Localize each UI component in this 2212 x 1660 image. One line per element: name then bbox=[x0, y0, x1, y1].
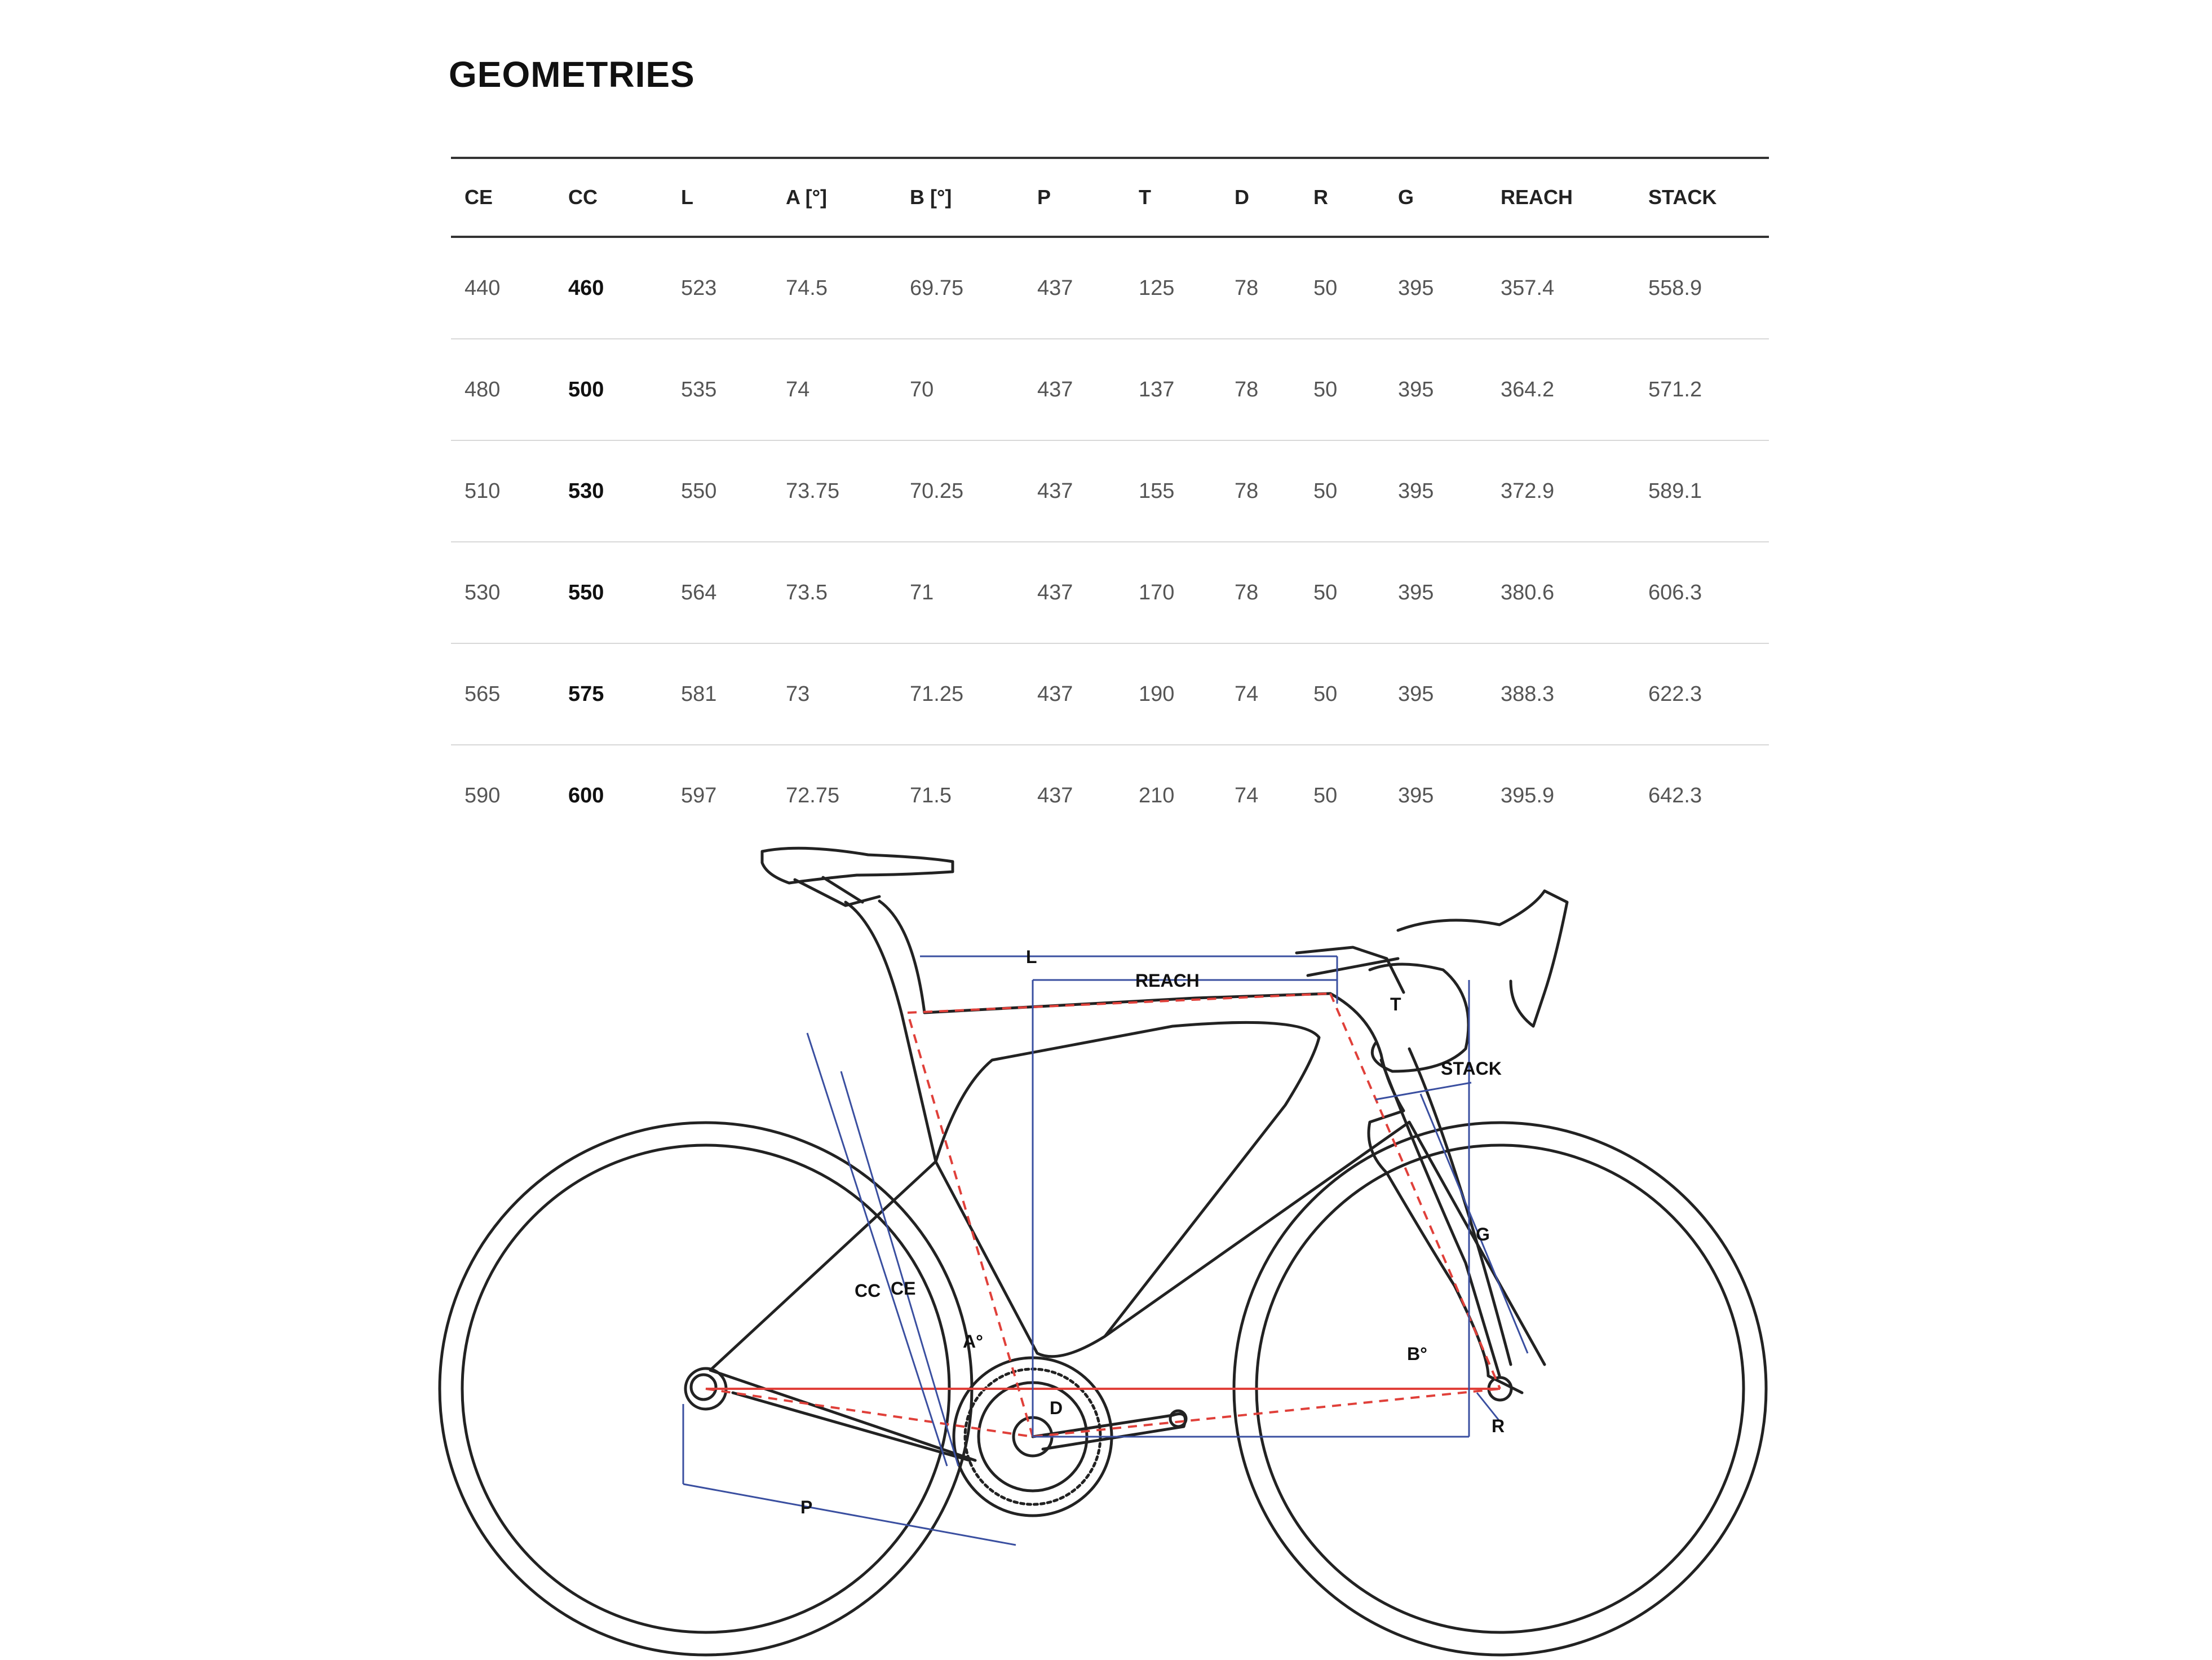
table-cell: 437 bbox=[1024, 339, 1125, 440]
table-cell: 510 bbox=[451, 440, 555, 542]
dimension-label-d: D bbox=[1050, 1398, 1063, 1418]
table-cell: 71.5 bbox=[910, 783, 952, 807]
table-cell: 550 bbox=[667, 440, 772, 542]
table-cell: 600 bbox=[568, 783, 604, 807]
table-cell: 530 bbox=[451, 542, 555, 643]
table-cell: 575 bbox=[555, 643, 667, 745]
column-header: D bbox=[1221, 158, 1300, 237]
table-cell: 395 bbox=[1398, 783, 1434, 807]
bike-geometry-diagram bbox=[0, 835, 2212, 1660]
table-cell: 388.3 bbox=[1487, 643, 1635, 745]
table-cell: 73 bbox=[772, 643, 896, 745]
table-cell: 571.2 bbox=[1635, 339, 1769, 440]
table-cell: 70 bbox=[896, 339, 1024, 440]
column-header: CE bbox=[451, 158, 555, 237]
table-cell: 71 bbox=[896, 542, 1024, 643]
saddle bbox=[762, 848, 953, 883]
table-cell: 642.3 bbox=[1648, 783, 1702, 807]
table-cell: 589.1 bbox=[1635, 440, 1769, 542]
table-row bbox=[451, 237, 1769, 339]
table-cell: 558.9 bbox=[1635, 237, 1769, 339]
table-cell: 437 bbox=[1037, 783, 1073, 807]
dimension-label-reach: REACH bbox=[1135, 970, 1200, 991]
stem bbox=[1297, 947, 1404, 992]
table-cell: 564 bbox=[667, 542, 772, 643]
table-cell: 372.9 bbox=[1487, 440, 1635, 542]
table-cell: 480 bbox=[451, 339, 555, 440]
bike-frame bbox=[710, 994, 1545, 1460]
seatpost bbox=[846, 901, 924, 1015]
table-cell: 70.25 bbox=[896, 440, 1024, 542]
table-cell: 530 bbox=[555, 440, 667, 542]
table-cell: 395 bbox=[1384, 440, 1487, 542]
column-header: L bbox=[667, 158, 772, 237]
table-cell: 437 bbox=[1024, 542, 1125, 643]
rear-hub bbox=[691, 1375, 716, 1399]
table-cell: 170 bbox=[1125, 542, 1221, 643]
table-cell: 437 bbox=[1024, 237, 1125, 339]
table-cell: 395 bbox=[1384, 339, 1487, 440]
table-cell: 437 bbox=[1024, 440, 1125, 542]
column-header: B [°] bbox=[896, 158, 1024, 237]
column-header: R bbox=[1300, 158, 1384, 237]
table-cell: 190 bbox=[1125, 643, 1221, 745]
table-cell: 74 bbox=[772, 339, 896, 440]
table-cell: 74 bbox=[1221, 643, 1300, 745]
column-header: A [°] bbox=[772, 158, 896, 237]
table-row bbox=[451, 339, 1769, 440]
table-cell: 50 bbox=[1300, 339, 1384, 440]
table-cell: 535 bbox=[667, 339, 772, 440]
table-row bbox=[451, 440, 1769, 542]
table-cell: 597 bbox=[681, 783, 717, 807]
table-cell: 210 bbox=[1139, 783, 1175, 807]
table-cell: 395 bbox=[1384, 643, 1487, 745]
dimension-label-cc: CC bbox=[855, 1281, 881, 1301]
table-cell: 78 bbox=[1221, 542, 1300, 643]
table-cell: 380.6 bbox=[1487, 542, 1635, 643]
page-title: GEOMETRIES bbox=[449, 54, 695, 95]
dimension-label-b: B° bbox=[1407, 1344, 1427, 1364]
column-header: G bbox=[1384, 158, 1487, 237]
table-cell: 395 bbox=[1384, 542, 1487, 643]
dimension-label-l: L bbox=[1026, 947, 1037, 967]
table-cell: 437 bbox=[1024, 643, 1125, 745]
table-cell: 50 bbox=[1300, 643, 1384, 745]
dimension-label-p: P bbox=[800, 1497, 813, 1517]
table-cell: 357.4 bbox=[1487, 237, 1635, 339]
table-row bbox=[451, 643, 1769, 745]
table-cell: 50 bbox=[1300, 237, 1384, 339]
column-header: STACK bbox=[1635, 158, 1769, 237]
table-cell: 606.3 bbox=[1635, 542, 1769, 643]
table-cell: 590 bbox=[464, 783, 501, 807]
dimension-label-a: A° bbox=[963, 1331, 983, 1352]
table-cell: 78 bbox=[1221, 339, 1300, 440]
table-cell: 550 bbox=[555, 542, 667, 643]
table-cell: 460 bbox=[555, 237, 667, 339]
table-cell: 440 bbox=[451, 237, 555, 339]
table-cell: 565 bbox=[451, 643, 555, 745]
table-cell: 50 bbox=[1300, 440, 1384, 542]
fork bbox=[1381, 1049, 1511, 1376]
table-cell: 71.25 bbox=[896, 643, 1024, 745]
table-cell: 50 bbox=[1300, 542, 1384, 643]
table-cell: 78 bbox=[1221, 440, 1300, 542]
table-cell: 395.9 bbox=[1501, 783, 1555, 807]
dimension-lines bbox=[683, 956, 1528, 1545]
column-header: T bbox=[1125, 158, 1221, 237]
dimension-label-t: T bbox=[1390, 994, 1401, 1014]
table-cell: 622.3 bbox=[1635, 643, 1769, 745]
table-cell: 125 bbox=[1125, 237, 1221, 339]
table-cell: 73.75 bbox=[772, 440, 896, 542]
table-row bbox=[451, 745, 1769, 846]
column-header: REACH bbox=[1487, 158, 1635, 237]
geometry-table bbox=[451, 157, 1769, 846]
dimension-label-g: G bbox=[1476, 1224, 1490, 1244]
table-cell: 581 bbox=[667, 643, 772, 745]
table-row bbox=[451, 542, 1769, 643]
table-header-row bbox=[451, 158, 1769, 237]
dimension-label-ce: CE bbox=[891, 1278, 916, 1299]
column-header: CC bbox=[555, 158, 667, 237]
table-cell: 364.2 bbox=[1487, 339, 1635, 440]
table-cell: 395 bbox=[1384, 237, 1487, 339]
table-cell: 69.75 bbox=[896, 237, 1024, 339]
table-cell: 73.5 bbox=[772, 542, 896, 643]
table-cell: 78 bbox=[1221, 237, 1300, 339]
dimension-label-stack: STACK bbox=[1441, 1058, 1502, 1079]
table-cell: 155 bbox=[1125, 440, 1221, 542]
table-cell: 500 bbox=[555, 339, 667, 440]
column-header: P bbox=[1024, 158, 1125, 237]
table-cell: 74 bbox=[1235, 783, 1259, 807]
table-cell: 72.75 bbox=[786, 783, 840, 807]
table-cell: 523 bbox=[667, 237, 772, 339]
table-cell: 137 bbox=[1125, 339, 1221, 440]
table-cell: 50 bbox=[1313, 783, 1338, 807]
table-cell: 74.5 bbox=[772, 237, 896, 339]
dimension-label-r: R bbox=[1492, 1416, 1505, 1436]
